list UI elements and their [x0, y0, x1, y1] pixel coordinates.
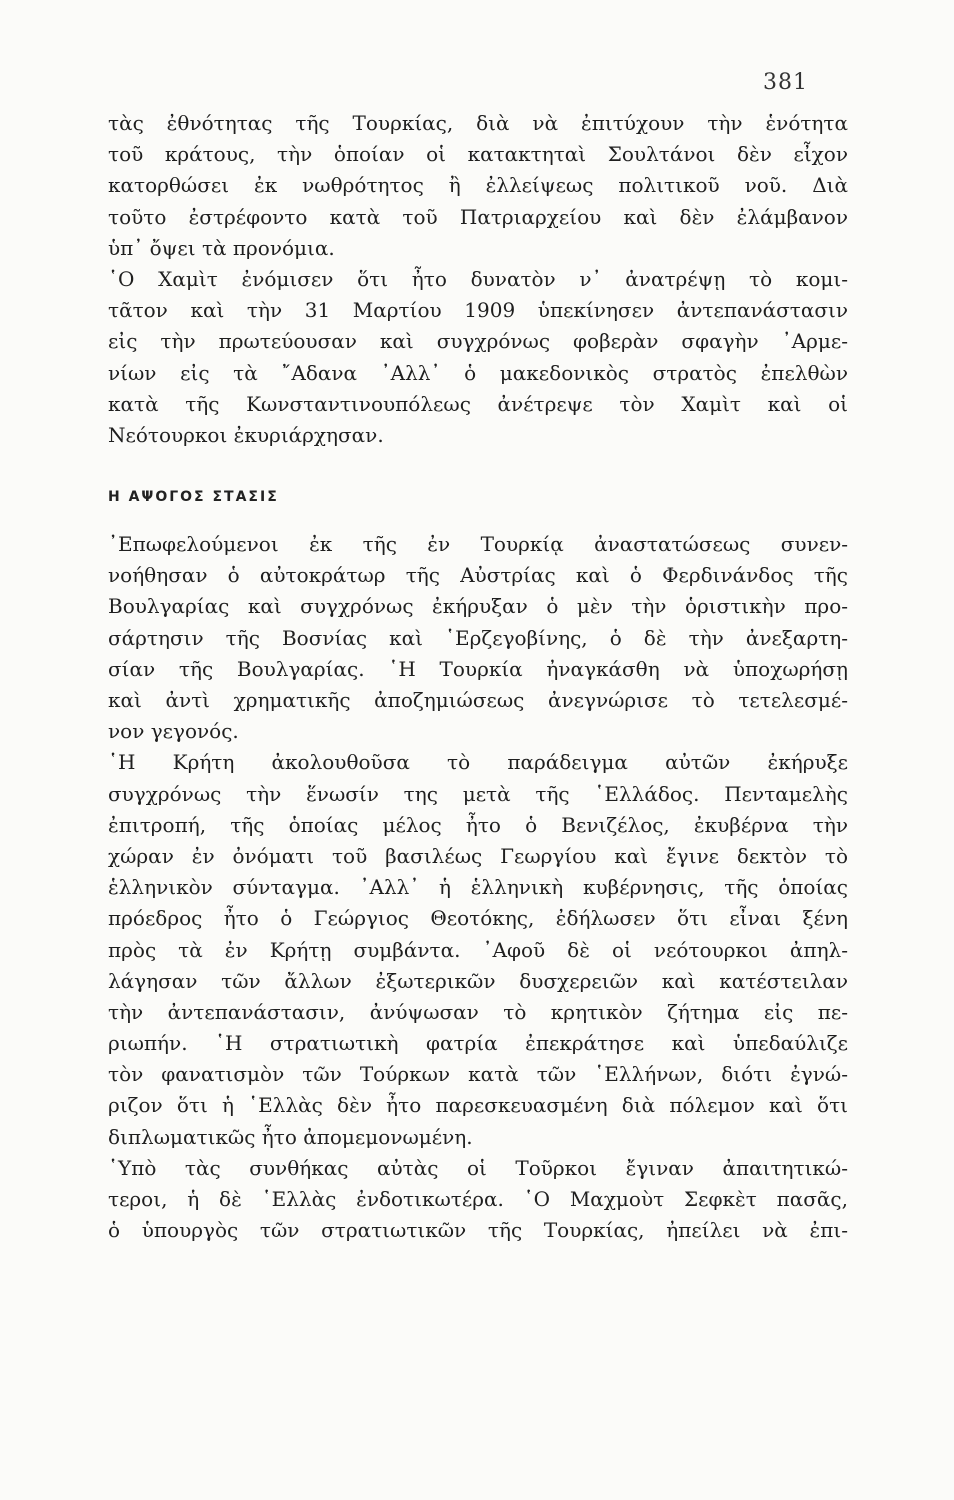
text-line: πρὸς τὰ ἐν Κρήτῃ συμβάντα. ᾿Αφοῦ δὲ οἱ νεότουρκοι ἀπηλ-: [108, 937, 848, 962]
text-line: τὴν ἀντεπανάστασιν, ἀνύψωσαν τὸ κρητικὸν ζήτημα εἰς πε-: [108, 999, 848, 1024]
text-line: τοῦτο ἐστρέφοντο κατὰ τοῦ Πατριαρχείου καὶ δὲν ἐλάμβανον: [108, 204, 848, 229]
text-line: χώραν ἐν ὀνόματι τοῦ βασιλέως Γεωργίου καὶ ἔγινε δεκτὸν τὸ: [108, 843, 848, 868]
text-line: συγχρόνως τὴν ἕνωσίν της μετὰ τῆς ῾Ελλάδος. Πενταμελὴς: [108, 781, 848, 806]
text-line: ῾Ο Χαμὶτ ἐνόμισεν ὅτι ἦτο δυνατὸν ν᾿ ἀνατρέψῃ τὸ κομι-: [108, 266, 848, 291]
text-line: νίων εἰς τὰ ῎Αδανα ᾿Αλλ᾿ ὁ μακεδονικὸς στρατὸς ἐπελθὼν: [108, 360, 848, 385]
section-heading: Η ΑΨΟΓΟΣ ΣΤΑΣΙΣ: [108, 489, 279, 506]
paragraph: [108, 747, 848, 1152]
text-line: ἐπιτροπή, τῆς ὁποίας μέλος ἦτο ὁ Βενιζέλος, ἐκυβέρνα τὴν: [108, 812, 848, 837]
text-line: ὁ ὑπουργὸς τῶν στρατιωτικῶν τῆς Τουρκίας, ἠπείλει νὰ ἐπι-: [108, 1218, 848, 1243]
text-line: τὰς ἐθνότητας τῆς Τουρκίας, διὰ νὰ ἐπιτύχουν τὴν ἑνότητα: [108, 111, 848, 135]
text-line: σάρτησιν τῆς Βοσνίας καὶ ῾Ερζεγοβίνης, ὁ δὲ τὴν ἀνεξαρτη-: [108, 625, 848, 650]
text-line: τοῦ κράτους, τὴν ὁποίαν οἱ κατακτηταὶ Σουλτάνοι δὲν εἶχον: [108, 142, 848, 167]
paragraph: [108, 108, 848, 264]
paragraph: [108, 529, 848, 747]
text-line: νοήθησαν ὁ αὐτοκράτωρ τῆς Αὐστρίας καὶ ὁ Φερδινάνδος τῆς: [108, 563, 848, 588]
text-line: λάγησαν τῶν ἄλλων ἐξωτερικῶν δυσχερειῶν καὶ κατέστειλαν: [108, 968, 848, 993]
text-line: κατορθώσει ἐκ νωθρότητος ἢ ἐλλείψεως πολιτικοῦ νοῦ. Διὰ: [108, 173, 848, 198]
paragraph: [108, 1153, 848, 1247]
text-line: πρόεδρος ἦτο ὁ Γεώργιος Θεοτόκης, ἐδήλωσεν ὅτι εἶναι ξένη: [108, 906, 848, 931]
text-line: τὸν φανατισμὸν τῶν Τούρκων κατὰ τῶν ῾Ελλήνων, διότι ἐγνώ-: [108, 1062, 848, 1087]
text-line: τᾶτον καὶ τὴν 31 Μαρτίου 1909 ὑπεκίνησεν ἀντεπανάστασιν: [108, 298, 848, 323]
text-line: ριωπήν. ῾Η στρατιωτικὴ φατρία ἐπεκράτησε καὶ ὑπεδαύλιζε: [108, 1031, 848, 1056]
text-line: ὑπ᾿ ὄψει τὰ προνόμια.: [108, 235, 335, 260]
text-line: ῾Η Κρήτη ἀκολουθοῦσα τὸ παράδειγμα αὐτῶν ἐκήρυξε: [108, 750, 848, 775]
text-line: ᾿Επωφελούμενοι ἐκ τῆς ἐν Τουρκίᾳ ἀναστατώσεως συνεν-: [108, 532, 848, 557]
text-line: νον γεγονός.: [108, 719, 239, 744]
text-line: σίαν τῆς Βουλγαρίας. ῾Η Τουρκία ἠναγκάσθη νὰ ὑποχωρήσῃ: [108, 656, 848, 681]
text-line: διπλωματικῶς ἦτο ἀπομεμονωμένη.: [108, 1124, 473, 1149]
paragraph: [108, 264, 848, 451]
text-line: τεροι, ἡ δὲ ῾Ελλὰς ἐνδοτικωτέρα. ῾Ο Μαχμοὺτ Σεφκὲτ πασᾶς,: [108, 1187, 848, 1211]
page-body: [108, 108, 848, 1246]
text-line: ριζον ὅτι ἡ ῾Ελλὰς δὲν ἦτο παρεσκευασμένη διὰ πόλεμον καὶ ὅτι: [108, 1093, 848, 1118]
text-line: ἑλληνικὸν σύνταγμα. ᾿Αλλ᾿ ἡ ἑλληνικὴ κυβέρνησις, τῆς ὁποίας: [108, 875, 848, 900]
text-line: καὶ ἀντὶ χρηματικῆς ἀποζημιώσεως ἀνεγνώρισε τὸ τετελεσμέ-: [108, 688, 848, 712]
text-line: Βουλγαρίας καὶ συγχρόνως ἐκήρυξαν ὁ μὲν τὴν ὁριστικὴν προ-: [108, 594, 848, 619]
text-line: ῾Υπὸ τὰς συνθήκας αὐτὰς οἱ Τοῦρκοι ἔγιναν ἀπαιτητικώ-: [108, 1155, 848, 1180]
text-line: εἰς τὴν πρωτεύουσαν καὶ συγχρόνως φοβερὰν σφαγὴν ᾿Αρμε-: [108, 329, 848, 354]
text-line: Νεότουρκοι ἐκυριάρχησαν.: [108, 422, 384, 447]
page-number: 381: [763, 70, 808, 95]
text-line: κατὰ τῆς Κωνσταντινουπόλεως ἀνέτρεψε τὸν Χαμὶτ καὶ οἱ: [108, 391, 848, 416]
